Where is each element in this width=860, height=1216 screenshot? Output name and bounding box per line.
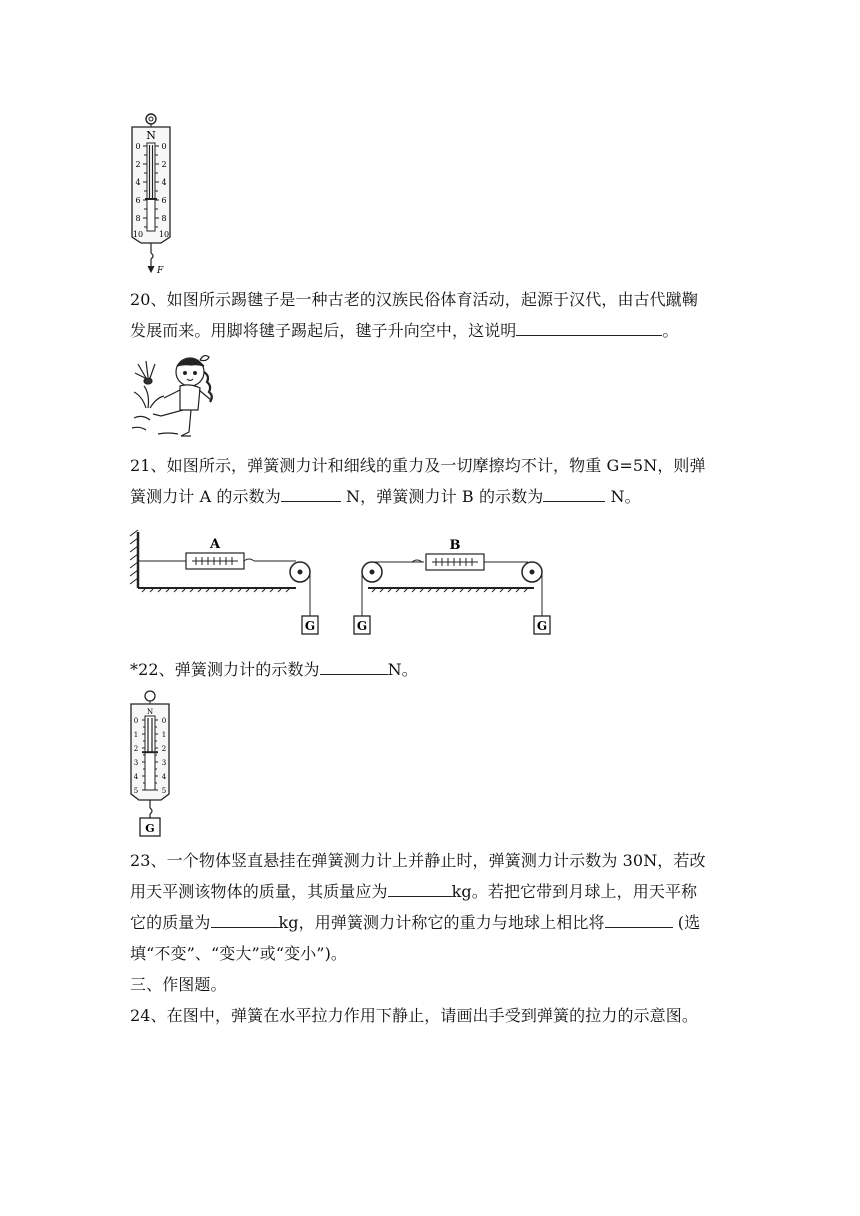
svg-text:3: 3 — [133, 759, 139, 767]
scale-a-label: A — [209, 537, 221, 552]
svg-text:4: 4 — [161, 178, 167, 187]
svg-text:0: 0 — [133, 717, 139, 725]
svg-text:2: 2 — [135, 160, 141, 169]
svg-text:1: 1 — [161, 731, 167, 739]
svg-text:6: 6 — [135, 196, 141, 205]
answer-blank-b[interactable] — [543, 487, 605, 502]
scale-b-label: B — [449, 538, 461, 553]
q20-line-1: 20、如图所示踢毽子是一种古老的汉族民俗体育活动，起源于汉代，由古代蹴鞠 — [130, 290, 698, 309]
answer-blank-weight-change[interactable] — [605, 913, 673, 928]
q20-line-2: 发展而来。用脚将毽子踢起后，毽子升向空中，这说明 。 — [130, 321, 679, 340]
q23-line-3: 它的质量为 kg，用弹簧测力计称它的重力与地球上相比将 (选 — [130, 913, 701, 932]
svg-text:4: 4 — [133, 773, 139, 781]
girl-kicking-shuttlecock-illustration — [128, 350, 224, 442]
svg-text:10: 10 — [132, 230, 144, 239]
question-23 — [130, 845, 732, 1031]
weight-label: G — [304, 619, 316, 633]
scale-unit: N — [146, 708, 154, 716]
svg-text:0: 0 — [135, 142, 141, 151]
svg-text:0: 0 — [161, 717, 167, 725]
q21-line-2: 簧测力计 A 的示数为 N，弹簧测力计 B 的示数为 N。 — [130, 487, 641, 506]
weight-label: G — [145, 822, 155, 835]
svg-text:5: 5 — [133, 787, 139, 795]
answer-blank[interactable] — [516, 321, 662, 336]
weight-label: G — [536, 619, 548, 633]
q21-line-1: 21、如图所示，弹簧测力计和细线的重力及一切摩擦均不计，物重 G=5N，则弹 — [130, 456, 706, 475]
pulley-spring-scales-figure — [128, 528, 558, 640]
svg-text:2: 2 — [161, 745, 167, 753]
question-24: 24、在图中，弹簧在水平拉力作用下静止，请画出手受到弹簧的拉力的示意图。 — [130, 1006, 698, 1025]
svg-text:2: 2 — [133, 745, 139, 753]
svg-text:1: 1 — [133, 731, 139, 739]
svg-text:4: 4 — [135, 178, 141, 187]
q23-line-1: 23、一个物体竖直悬挂在弹簧测力计上并静止时，弹簧测力计示数为 30N，若改 — [130, 851, 706, 870]
question-22: *22、弹簧测力计的示数为 N。 — [130, 660, 418, 679]
svg-text:3: 3 — [161, 759, 167, 767]
svg-text:0: 0 — [161, 142, 167, 151]
q23-line-4: 填“不变”、“变大”或“变小”)。 — [130, 944, 348, 963]
scale-unit: N — [146, 129, 156, 142]
svg-text:8: 8 — [135, 214, 141, 223]
question-21 — [130, 450, 732, 512]
q23-line-2: 用天平测该物体的质量，其质量应为 kg。若把它带到月球上，用天平称 — [130, 882, 698, 901]
svg-text:2: 2 — [161, 160, 167, 169]
svg-text:8: 8 — [161, 214, 167, 223]
answer-blank-a[interactable] — [281, 487, 341, 502]
svg-text:4: 4 — [161, 773, 167, 781]
question-20 — [130, 284, 732, 346]
svg-text:10: 10 — [158, 230, 170, 239]
force-label: F — [157, 266, 164, 275]
spring-scale-figure-2 — [128, 690, 172, 840]
svg-text:5: 5 — [161, 787, 167, 795]
arrow-down-icon — [148, 266, 154, 272]
svg-text:6: 6 — [161, 196, 167, 205]
spring-scale-figure-1 — [126, 113, 176, 275]
answer-blank[interactable] — [320, 660, 388, 675]
weight-label: G — [356, 619, 368, 633]
answer-blank-moon-mass[interactable] — [211, 913, 279, 928]
section-3-heading: 三、作图题。 — [130, 975, 227, 994]
answer-blank-mass[interactable] — [388, 882, 452, 897]
